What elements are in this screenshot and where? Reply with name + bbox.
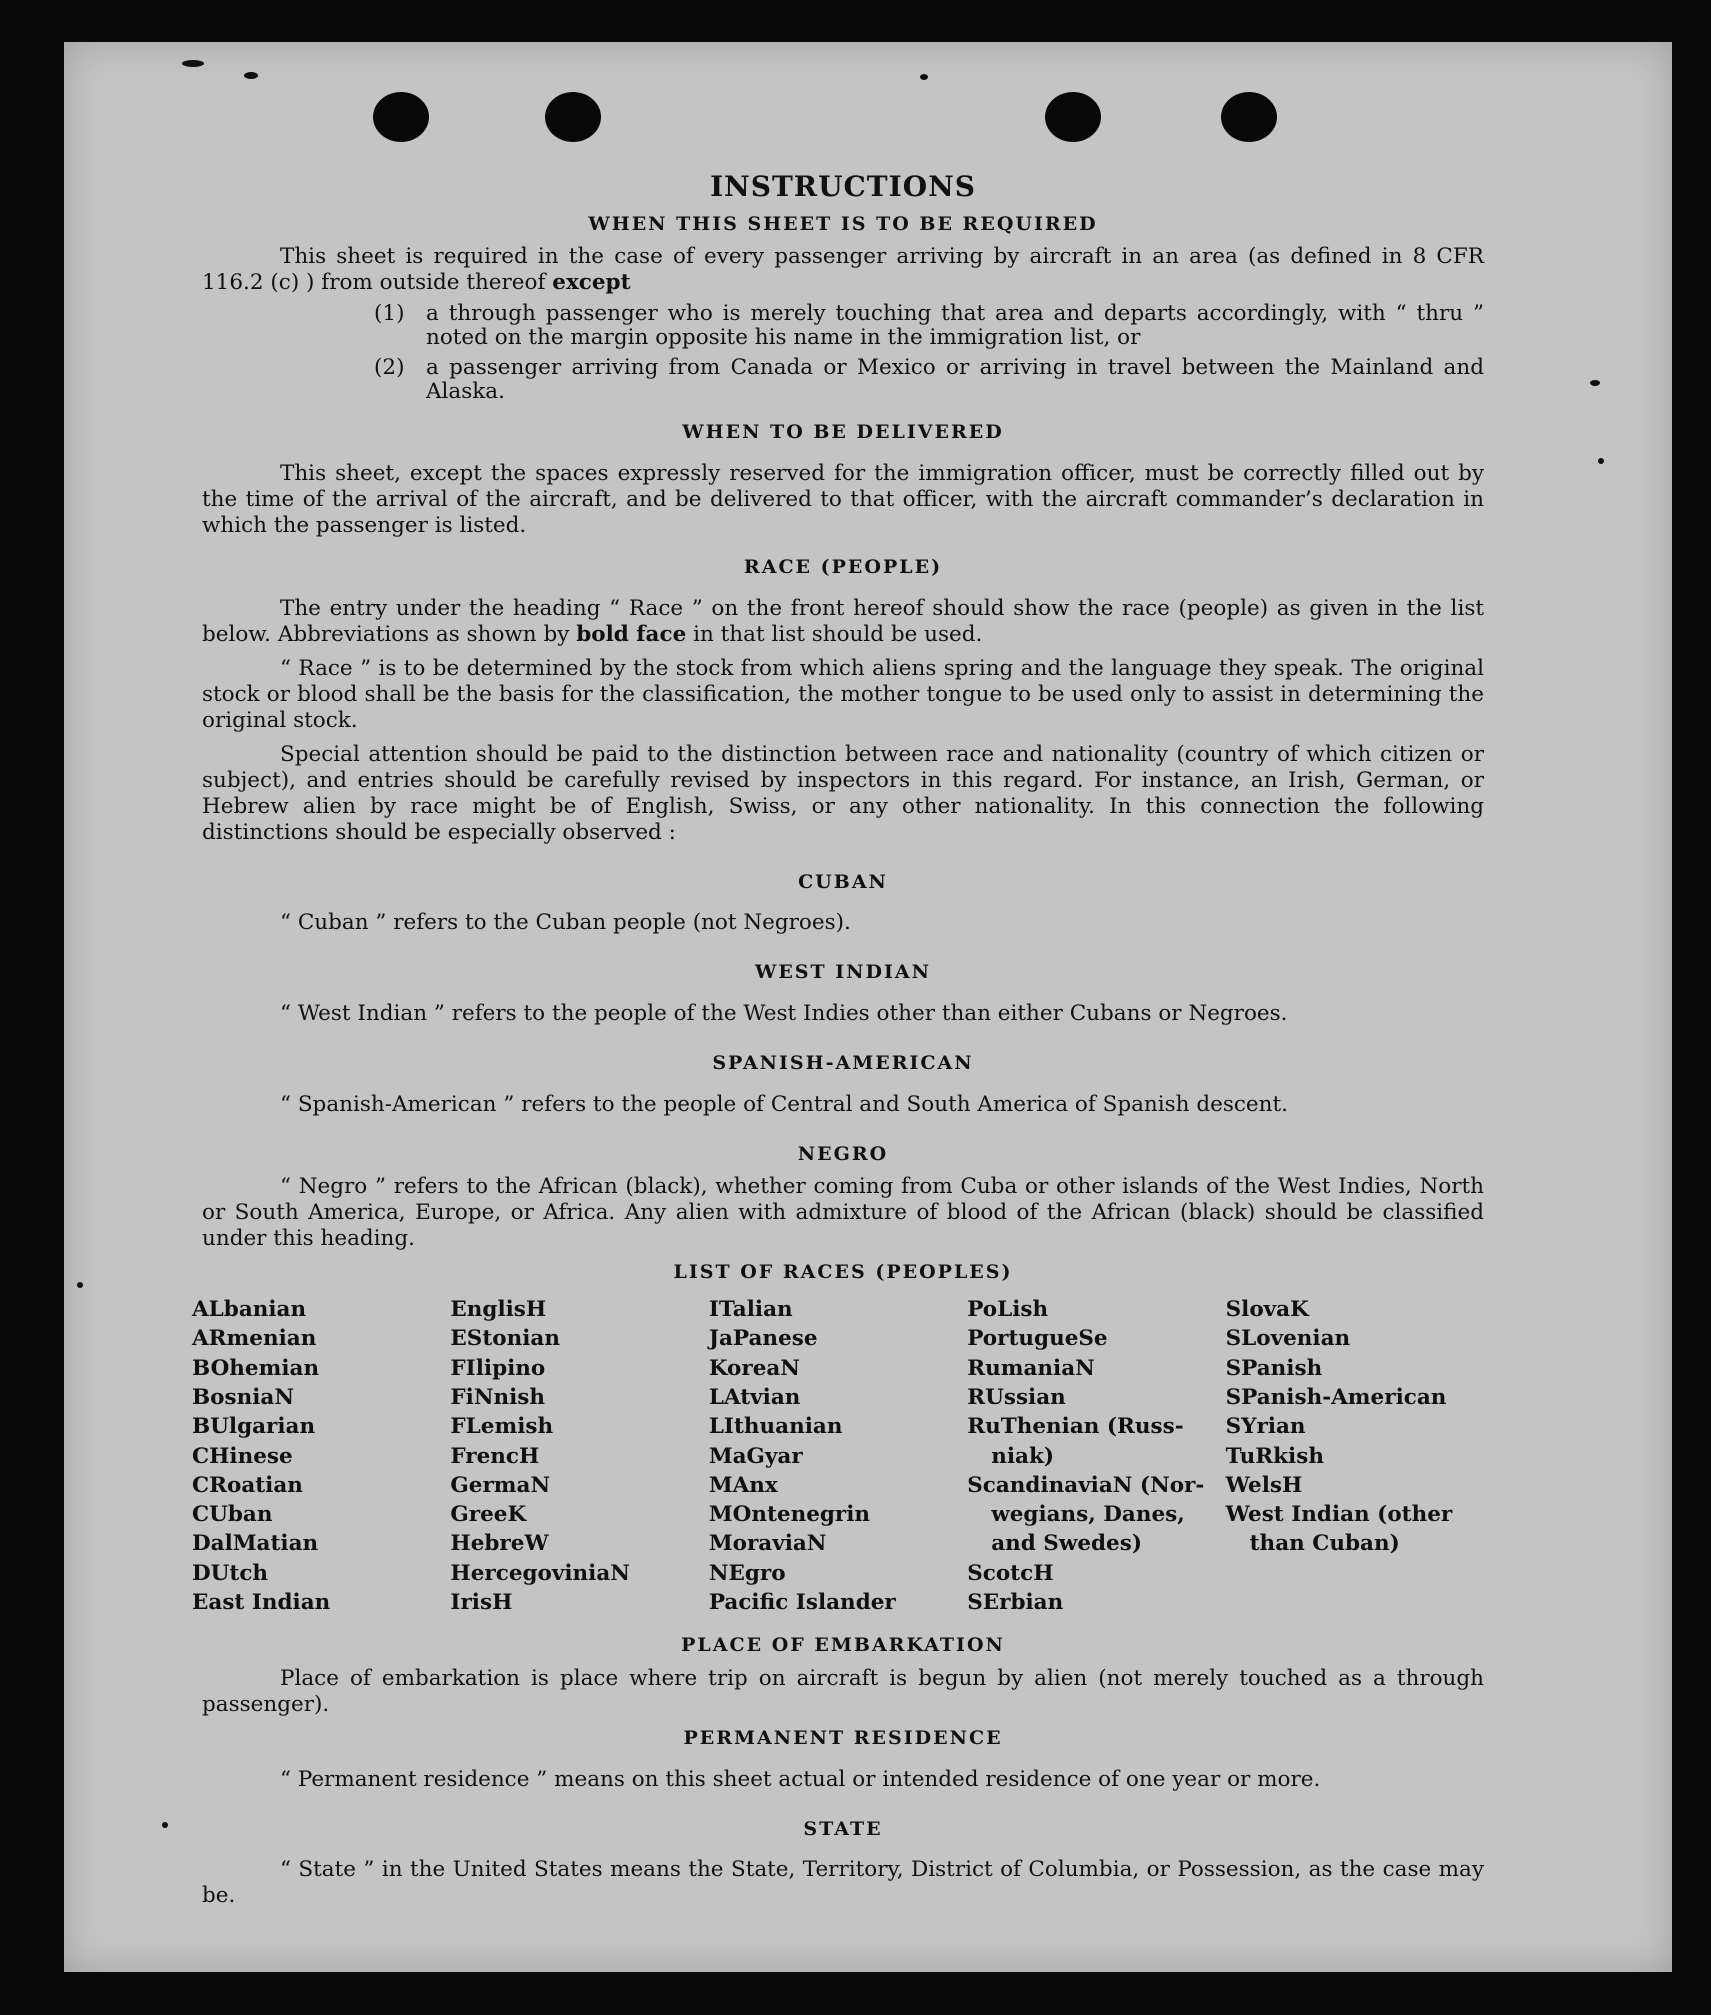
race-entry: West Indian (other — [1225, 1502, 1453, 1528]
race-entry: IrisH — [450, 1590, 513, 1616]
race-entry: MoraviaN — [708, 1531, 827, 1557]
race-entry: ALbanian — [192, 1297, 307, 1323]
race-paragraph-2: “ Race ” is to be determined by the stock from which aliens spring and the language they speak. The original stock or blood shall be the basis for the classification, the mother tongue to be used only to assist in determining the original stock. — [202, 655, 1484, 733]
spanish-american-text: “ Spanish-American ” refers to the people of Central and South America of Spanish descent. — [280, 1091, 1288, 1117]
race-entry: MAnx — [708, 1472, 778, 1498]
race-entry: FiNnish — [450, 1384, 546, 1410]
race-entry: LAtvian — [708, 1384, 801, 1410]
race-entry: CUban — [192, 1502, 273, 1528]
race-entry: FLemish — [450, 1414, 554, 1440]
state-text: “ State ” in the United States means the State, Territory, District of Columbia, or Possession, as the case may be. — [202, 1857, 1484, 1909]
exception-item: (2) a passenger arriving from Canada or Mexico or arriving in travel between the Mainland and Alaska. — [374, 355, 1484, 405]
races-column — [192, 1295, 450, 1617]
residence-text: “ Permanent residence ” means on this sheet actual or intended residence of one year or more. — [280, 1766, 1321, 1792]
race-entry: SPanish-American — [1225, 1384, 1447, 1410]
race-entry: CHinese — [192, 1443, 293, 1469]
races-column — [450, 1295, 708, 1617]
race-entry: NEgro — [708, 1560, 786, 1586]
race-entry: JaPanese — [708, 1326, 818, 1352]
section-heading-race: RACE (PEOPLE) — [743, 555, 943, 578]
races-column — [709, 1295, 967, 1617]
race-entry: RuThenian (Russ- — [967, 1414, 1184, 1440]
embarkation-text: Place of embarkation is place where trip on aircraft is begun by alien (not merely touched as a through passenger). — [202, 1666, 1484, 1718]
race-entry: SYrian — [1225, 1414, 1306, 1440]
race-entry-continuation: niak) — [991, 1443, 1055, 1469]
scan-speck — [77, 1282, 83, 1288]
race-entry: MaGyar — [708, 1443, 803, 1469]
race-entry: GreeK — [450, 1502, 527, 1528]
section-heading-embarkation: PLACE OF EMBARKATION — [681, 1634, 1005, 1657]
negro-text: “ Negro ” refers to the African (black), whether coming from Cuba or other islands of the West Indies, North or South America, Europe, or Africa. Any alien with admixture of blood of the African (black) should be classified under this heading. — [202, 1174, 1484, 1252]
instructions-content — [192, 170, 1484, 1909]
race-entry: BUlgarian — [192, 1414, 316, 1440]
cuban-text: “ Cuban ” refers to the Cuban people (not Negroes). — [280, 910, 851, 936]
section-heading-delivered: WHEN TO BE DELIVERED — [682, 421, 1004, 444]
race-entry: BosniaN — [192, 1384, 294, 1410]
scan-speck — [920, 74, 928, 80]
race-entry: CRoatian — [192, 1472, 303, 1498]
race-entry: PoLish — [967, 1297, 1049, 1323]
race-entry: RUssian — [967, 1384, 1066, 1410]
race-entry-continuation: than Cuban) — [1249, 1531, 1400, 1557]
scan-speck — [244, 72, 258, 79]
page-title: INSTRUCTIONS — [710, 170, 976, 203]
race-entry: BOhemian — [192, 1355, 320, 1381]
section-heading-west-indian: WEST INDIAN — [754, 961, 932, 984]
race-entry: FIlipino — [450, 1355, 546, 1381]
race-entry: FrencH — [450, 1443, 540, 1469]
section-heading-negro: NEGRO — [797, 1142, 889, 1165]
scan-speck — [1590, 380, 1600, 386]
race-entry: EnglisH — [450, 1297, 547, 1323]
race-entry-continuation: wegians, Danes, — [991, 1502, 1185, 1528]
race-entry: ARmenian — [192, 1326, 317, 1352]
punch-hole — [545, 92, 601, 142]
section-heading-state: STATE — [803, 1817, 883, 1840]
race-entry: PortugueSe — [967, 1326, 1108, 1352]
section-heading-cuban: CUBAN — [798, 870, 888, 893]
required-intro: This sheet is required in the case of every passenger arriving by aircraft in an area (as defined in 8 CFR 116.2 (c) ) from outside thereof except — [202, 244, 1484, 296]
race-entry: LIthuanian — [708, 1414, 843, 1440]
delivered-text: This sheet, except the spaces expressly reserved for the immigration officer, must be correctly filled out by the time of the arrival of the aircraft, and be delivered to that officer, with the aircraft commander’s declaration in which the passenger is listed. — [202, 460, 1484, 538]
section-heading-residence: PERMANENT RESIDENCE — [683, 1727, 1003, 1750]
race-entry: SPanish — [1225, 1355, 1323, 1381]
race-entry: ITalian — [708, 1297, 793, 1323]
race-entry: SLovenian — [1225, 1326, 1351, 1352]
scan-speck — [162, 1822, 168, 1828]
scan-speck — [1598, 458, 1604, 464]
punch-hole — [373, 92, 429, 142]
race-entry: Pacific Islander — [708, 1590, 896, 1616]
race-entry: ScotcH — [967, 1560, 1054, 1586]
race-paragraph-3: Special attention should be paid to the distinction between race and nationality (country of which citizen or subject), and entries should be carefully revised by inspectors in this regard. For instance, an Irish, German, or Hebrew alien by race might be of English, Swiss, or any other nationality. In this connection the following distinctions should be especially observed : — [202, 741, 1484, 845]
punch-hole — [1221, 92, 1277, 142]
race-entry: DalMatian — [192, 1531, 319, 1557]
race-entry: SErbian — [967, 1590, 1064, 1616]
race-entry: GermaN — [450, 1472, 551, 1498]
race-entry: East Indian — [192, 1590, 331, 1616]
exceptions-list — [374, 302, 1484, 404]
section-heading-spanish-american: SPANISH-AMERICAN — [712, 1052, 974, 1075]
race-entry: WelsH — [1225, 1472, 1303, 1498]
race-entry: ScandinaviaN (Nor- — [967, 1472, 1205, 1498]
scan-speck — [182, 60, 204, 67]
race-entry: RumaniaN — [967, 1355, 1095, 1381]
races-column — [1226, 1295, 1484, 1617]
race-entry: HebreW — [450, 1531, 549, 1557]
race-entry: HercegoviniaN — [450, 1560, 630, 1586]
race-entry: TuRkish — [1225, 1443, 1324, 1469]
document-page — [64, 42, 1672, 1972]
race-paragraph-1: The entry under the heading “ Race ” on the front hereof should show the race (people) as given in the list below. Abbreviations as shown by bold face in that list should be used. — [202, 595, 1484, 647]
race-entry: SlovaK — [1225, 1297, 1309, 1323]
race-entry: KoreaN — [708, 1355, 800, 1381]
race-entry: EStonian — [450, 1326, 560, 1352]
race-entry-continuation: and Swedes) — [991, 1531, 1143, 1557]
races-list — [192, 1295, 1484, 1617]
races-column — [967, 1295, 1225, 1617]
section-heading-races-list: LIST OF RACES (PEOPLES) — [673, 1261, 1013, 1284]
section-heading-required: WHEN THIS SHEET IS TO BE REQUIRED — [588, 212, 1098, 235]
west-indian-text: “ West Indian ” refers to the people of the West Indies other than either Cubans or Negroes. — [280, 1001, 1288, 1027]
race-entry: MOntenegrin — [708, 1502, 871, 1528]
race-entry: DUtch — [192, 1560, 269, 1586]
punch-hole — [1045, 92, 1101, 142]
exception-item: (1) a through passenger who is merely touching that area and departs accordingly, with “ thru ” noted on the margin opposite his name in the immigration list, or — [374, 301, 1484, 351]
